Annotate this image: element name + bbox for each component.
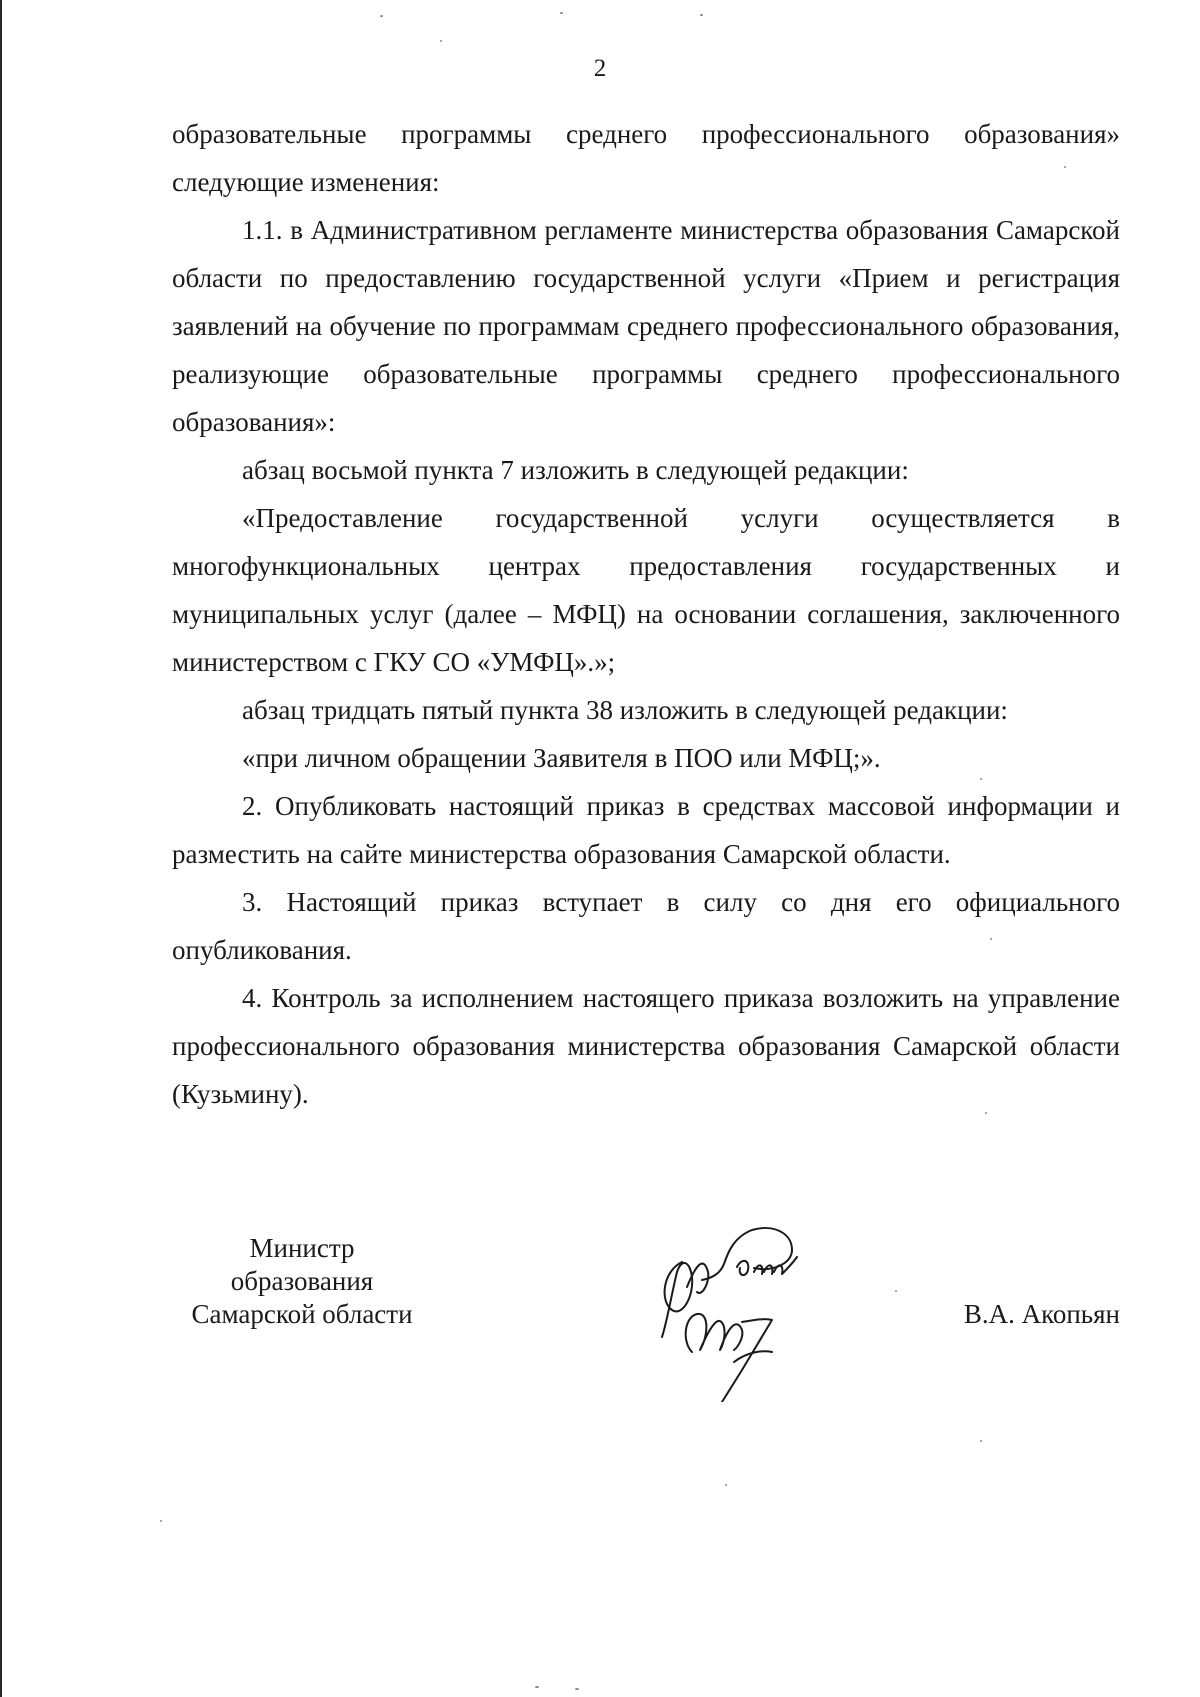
- signatory-title-line: образования: [230, 1266, 374, 1296]
- scan-speck: [160, 1520, 162, 1522]
- paragraph-item-2: 2. Опубликовать настоящий приказ в средствах массовой информации и разместить на сайте министерства образования Самарской области.: [172, 791, 1120, 869]
- paragraph-clause-7-text: «Предоставление государственной услуги осуществляется в многофункциональных центрах предоставления государственных и муниципальных услуг (далее – МФЦ) на основании соглашения, заключенного министерством с ГКУ СО «УМФЦ».»;: [172, 503, 1120, 677]
- scan-speck: [980, 1440, 982, 1442]
- handwritten-signature: [642, 1202, 842, 1402]
- paragraph-item-4: 4. Контроль за исполнением настоящего приказа возложить на управление профессионального образования министерства образования Самарской области (Кузьмину).: [172, 983, 1120, 1109]
- page-number: 2: [593, 55, 607, 82]
- scan-speck: [990, 938, 992, 940]
- scan-speck: [440, 40, 442, 42]
- signatory-title-line: Самарской области: [191, 1299, 413, 1329]
- paragraph-clause-1-1: 1.1. в Административном регламенте министерства образования Самарской области по предоставлению государственной услуги «Прием и регистрация заявлений на обучение по программам среднего профессионального образования, реализующие образовательные программы среднего профессионального образования»:: [172, 215, 1120, 437]
- signatory-name: В.А. Акопьян: [963, 1299, 1120, 1329]
- paragraph-clause-38-text: «при личном обращении Заявителя в ПОО или МФЦ;».: [242, 743, 881, 773]
- scan-speck: [535, 1686, 539, 1688]
- document-body: [172, 110, 1120, 1118]
- scan-speck: [700, 14, 703, 16]
- scan-speck: [980, 778, 982, 780]
- paragraph-1: образовательные программы среднего профессионального образования» следующие изменения:: [172, 119, 1120, 197]
- scan-speck: [1064, 166, 1066, 168]
- scan-speck: [895, 1290, 897, 1292]
- paragraph-clause-38-intro: абзац тридцать пятый пункта 38 изложить в следующей редакции:: [242, 695, 1008, 725]
- scan-speck: [985, 1112, 987, 1114]
- paragraph-clause-7-intro: абзац восьмой пункта 7 изложить в следующей редакции:: [242, 455, 909, 485]
- scan-left-edge: [0, 0, 2, 1697]
- scan-speck: [725, 1484, 727, 1486]
- signatory-title-line: Министр: [249, 1233, 355, 1263]
- scan-speck: [380, 15, 383, 17]
- signatory-title: [172, 1232, 432, 1331]
- paragraph-item-3: 3. Настоящий приказ вступает в силу со дня его официального опубликования.: [172, 887, 1120, 965]
- scan-speck: [575, 1688, 579, 1690]
- signature-block: [172, 1232, 1120, 1432]
- scan-speck: [560, 12, 563, 14]
